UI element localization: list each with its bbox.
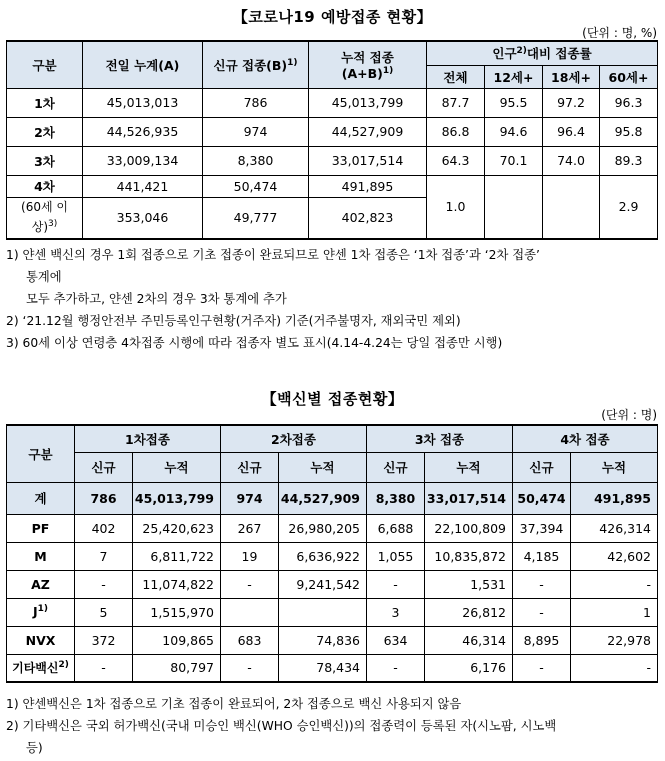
header-cum-line2: (A+B) — [341, 66, 383, 82]
header-cum: 누적 — [571, 452, 658, 482]
cell-60plus: 89.3 — [600, 146, 658, 175]
cell-new: 8,380 — [203, 146, 309, 175]
cell-cum: 491,895 — [571, 482, 658, 514]
row-label: AZ — [7, 570, 75, 598]
cell-new: 37,394 — [513, 514, 571, 542]
cell-new: 50,474 — [203, 175, 309, 197]
cell-18plus: 96.4 — [543, 117, 600, 146]
cell-cum: 109,865 — [133, 626, 221, 654]
cell-new — [221, 598, 279, 626]
cell-new: 1,055 — [367, 542, 425, 570]
header-new: 신규 — [513, 452, 571, 482]
cell-cum: 74,836 — [279, 626, 367, 654]
cell-cum: 25,420,623 — [133, 514, 221, 542]
table-row — [7, 570, 658, 598]
cell-cum: 491,895 — [309, 175, 427, 197]
cell-new: - — [367, 654, 425, 682]
cell-cum: 9,241,542 — [279, 570, 367, 598]
cell-all: 64.3 — [427, 146, 485, 175]
header-population-rate — [427, 41, 658, 65]
cell-new: 634 — [367, 626, 425, 654]
cell-new: 8,895 — [513, 626, 571, 654]
header-dose3: 3차 접종 — [367, 425, 513, 452]
cell-cum: - — [571, 654, 658, 682]
row-label-sup: 1) — [37, 604, 49, 615]
cell-60plus: 96.3 — [600, 88, 658, 117]
header-pop-label: 인구 — [492, 46, 517, 62]
header-new — [203, 41, 309, 88]
cell-new: 3 — [367, 598, 425, 626]
table-row — [7, 146, 658, 175]
cell-cum: 11,074,822 — [133, 570, 221, 598]
cell-new: 786 — [203, 88, 309, 117]
cell-new: - — [513, 570, 571, 598]
table-row — [7, 654, 658, 682]
cell-new: 372 — [75, 626, 133, 654]
table-row — [7, 542, 658, 570]
cell-new: 5 — [75, 598, 133, 626]
table-row — [7, 626, 658, 654]
header-prev-total: 전일 누계(A) — [83, 41, 203, 88]
cell-new: 974 — [221, 482, 279, 514]
row-label: 4차 — [7, 175, 83, 197]
cell-new: 7 — [75, 542, 133, 570]
cell-new: 6,688 — [367, 514, 425, 542]
cell-cum: 26,980,205 — [279, 514, 367, 542]
cell-cum: 26,812 — [425, 598, 513, 626]
header-pop-sup: 2) — [516, 46, 527, 57]
cell-12plus: 94.6 — [485, 117, 543, 146]
cell-new: - — [513, 654, 571, 682]
cell-cum: 10,835,872 — [425, 542, 513, 570]
row-label-text: 기타백신 — [12, 661, 59, 676]
cell-new: 8,380 — [367, 482, 425, 514]
header-new-sup: 1) — [287, 57, 298, 68]
table-row — [7, 514, 658, 542]
cell-all: 86.8 — [427, 117, 485, 146]
header-18plus: 18세+ — [543, 65, 600, 88]
cell-cum: 44,527,909 — [279, 482, 367, 514]
row-label-text: J — [32, 604, 38, 620]
header-dose2: 2차접종 — [221, 425, 367, 452]
note-line: 2) ‘21.12월 행정안전부 주민등록인구현황(거주자) 기준(거주불명자, 재외국민 제외) — [6, 314, 461, 328]
cell-new: 49,777 — [203, 197, 309, 239]
row-label — [7, 598, 75, 626]
cell-new: - — [221, 654, 279, 682]
vaccination-status-table — [6, 40, 658, 240]
row-label-line2: 상) — [31, 220, 49, 235]
cell-all: 1.0 — [427, 175, 485, 239]
table2-notes — [6, 693, 657, 759]
table1-notes — [6, 244, 657, 354]
header-gubun: 구분 — [7, 425, 75, 482]
cell-60plus: 2.9 — [600, 175, 658, 239]
row-label-60plus — [7, 197, 83, 239]
header-gubun: 구분 — [7, 41, 83, 88]
note-line: 3) 60세 이상 연령층 4차접종 시행에 따라 접종자 별도 표시(4.14-4.24는 당일 접종만 시행) — [6, 336, 503, 350]
note-line: 등) — [26, 741, 43, 755]
cell-new: - — [75, 654, 133, 682]
cell-prev: 44,526,935 — [83, 117, 203, 146]
header-cum-line1: 누적 접종 — [341, 50, 394, 66]
cell-cum: 33,017,514 — [309, 146, 427, 175]
table2-title: 【백신별 접종현황】 — [261, 390, 404, 408]
cell-prev: 45,013,013 — [83, 88, 203, 117]
header-cum: 누적 — [133, 452, 221, 482]
cell-new: 19 — [221, 542, 279, 570]
cell-cum: 44,527,909 — [309, 117, 427, 146]
cell-new: 786 — [75, 482, 133, 514]
note-line: 모두 추가하고, 얀센 2차의 경우 3차 통계에 추가 — [26, 292, 287, 306]
header-cumulative — [309, 41, 427, 88]
row-label: PF — [7, 514, 75, 542]
row-label: NVX — [7, 626, 75, 654]
cell-cum: 22,100,809 — [425, 514, 513, 542]
header-60plus: 60세+ — [600, 65, 658, 88]
cell-prev: 33,009,134 — [83, 146, 203, 175]
cell-new: 267 — [221, 514, 279, 542]
header-new-label: 신규 접종(B) — [213, 57, 288, 73]
header-new: 신규 — [75, 452, 133, 482]
note-line: 2) 기타백신은 국외 허가백신(국내 미승인 백신(WHO 승인백신))의 접종력이 등록된 자(시노팜, 시노백 — [6, 719, 557, 733]
row-label-line1: (60세 이 — [21, 200, 68, 215]
cell-cum: 45,013,799 — [309, 88, 427, 117]
header-dose1: 1차접종 — [75, 425, 221, 452]
note-line: 1) 얀센백신은 1차 접종으로 기초 접종이 완료되어, 2차 접종으로 백신 사용되지 않음 — [6, 697, 462, 711]
header-cum: 누적 — [425, 452, 513, 482]
cell-cum: 1,531 — [425, 570, 513, 598]
cell-new: 683 — [221, 626, 279, 654]
row-label: 1차 — [7, 88, 83, 117]
header-new: 신규 — [221, 452, 279, 482]
row-label-sup: 3) — [48, 219, 58, 230]
table-row — [7, 175, 658, 197]
cell-new: 50,474 — [513, 482, 571, 514]
row-label: M — [7, 542, 75, 570]
cell-12plus — [485, 175, 543, 239]
header-new: 신규 — [367, 452, 425, 482]
cell-cum: 6,176 — [425, 654, 513, 682]
cell-cum: - — [571, 570, 658, 598]
note-line: 1) 얀센 백신의 경우 1회 접종으로 기초 접종이 완료되므로 얀센 1차 접종은 ‘1차 접종’과 ‘2차 접종’ — [6, 248, 540, 262]
cell-12plus: 95.5 — [485, 88, 543, 117]
cell-12plus: 70.1 — [485, 146, 543, 175]
cell-cum: 22,978 — [571, 626, 658, 654]
cell-new: 402 — [75, 514, 133, 542]
header-all: 전체 — [427, 65, 485, 88]
table1-unit: (단위 : 명, %) — [582, 26, 657, 40]
cell-60plus: 95.8 — [600, 117, 658, 146]
cell-all: 87.7 — [427, 88, 485, 117]
row-label — [7, 654, 75, 682]
cell-new: - — [221, 570, 279, 598]
cell-cum: 1 — [571, 598, 658, 626]
cell-new: - — [75, 570, 133, 598]
header-dose4: 4차 접종 — [513, 425, 658, 452]
table2-unit: (단위 : 명) — [601, 408, 657, 422]
header-cum: 누적 — [279, 452, 367, 482]
table1-title: 【코로나19 예방접종 현황】 — [232, 8, 433, 26]
cell-18plus: 74.0 — [543, 146, 600, 175]
cell-cum: 78,434 — [279, 654, 367, 682]
cell-new: 974 — [203, 117, 309, 146]
cell-cum: 46,314 — [425, 626, 513, 654]
cell-new: 4,185 — [513, 542, 571, 570]
cell-cum — [279, 598, 367, 626]
header-cum-sup: 1) — [382, 66, 394, 77]
table-row — [7, 88, 658, 117]
cell-cum: 80,797 — [133, 654, 221, 682]
table-row — [7, 117, 658, 146]
row-label: 2차 — [7, 117, 83, 146]
header-12plus: 12세+ — [485, 65, 543, 88]
cell-new: - — [367, 570, 425, 598]
header-pop-label2: 대비 접종률 — [526, 46, 592, 62]
cell-prev: 441,421 — [83, 175, 203, 197]
cell-new: - — [513, 598, 571, 626]
cell-cum: 6,811,722 — [133, 542, 221, 570]
row-label: 계 — [7, 482, 75, 514]
total-row — [7, 482, 658, 514]
cell-cum: 33,017,514 — [425, 482, 513, 514]
cell-cum: 45,013,799 — [133, 482, 221, 514]
cell-cum: 42,602 — [571, 542, 658, 570]
cell-cum: 402,823 — [309, 197, 427, 239]
note-line: 통계에 — [26, 270, 62, 284]
cell-cum: 6,636,922 — [279, 542, 367, 570]
cell-cum: 1,515,970 — [133, 598, 221, 626]
table-row — [7, 598, 658, 626]
vaccine-type-table — [6, 424, 658, 683]
cell-prev: 353,046 — [83, 197, 203, 239]
row-label: 3차 — [7, 146, 83, 175]
row-label-sup: 2) — [58, 660, 69, 671]
cell-18plus: 97.2 — [543, 88, 600, 117]
cell-18plus — [543, 175, 600, 239]
cell-cum: 426,314 — [571, 514, 658, 542]
